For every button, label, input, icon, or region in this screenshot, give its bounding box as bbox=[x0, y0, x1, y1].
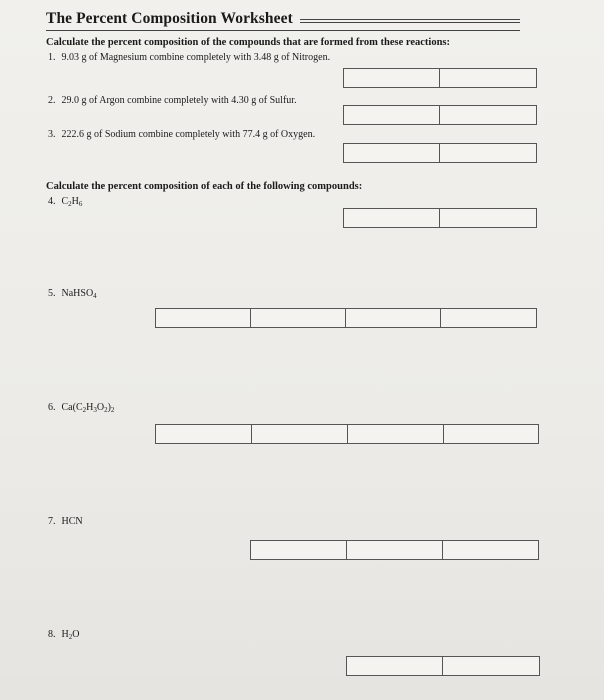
answer-box[interactable] bbox=[346, 309, 441, 327]
answer-box[interactable] bbox=[347, 657, 443, 675]
answer-row-1 bbox=[343, 68, 537, 88]
answer-box[interactable] bbox=[344, 144, 440, 162]
title-underline bbox=[46, 30, 520, 31]
answer-box[interactable] bbox=[156, 309, 251, 327]
answer-box[interactable] bbox=[344, 69, 440, 87]
section1-heading: Calculate the percent composition of the compounds that are formed from these reactions: bbox=[46, 37, 450, 48]
answer-row-6 bbox=[155, 424, 539, 444]
answer-box[interactable] bbox=[252, 425, 348, 443]
answer-box[interactable] bbox=[348, 425, 444, 443]
answer-box[interactable] bbox=[443, 657, 539, 675]
section2-heading: Calculate the percent composition of each of the following compounds: bbox=[46, 181, 363, 192]
question-formula: $Ca(C_2H_3O_2)_2$ bbox=[61, 402, 115, 414]
question-number: 6. bbox=[48, 402, 56, 413]
question-number: 4. bbox=[48, 196, 56, 207]
question-number: 8. bbox=[48, 629, 56, 640]
answer-box[interactable] bbox=[440, 209, 536, 227]
question-4 bbox=[48, 196, 82, 208]
question-5 bbox=[48, 288, 97, 300]
question-formula: HCN bbox=[61, 516, 83, 527]
answer-box[interactable] bbox=[344, 209, 440, 227]
question-formula: NaHSO$_4$ bbox=[61, 288, 97, 300]
answer-box[interactable] bbox=[347, 541, 443, 559]
answer-row-2 bbox=[343, 105, 537, 125]
question-1 bbox=[48, 52, 330, 63]
answer-row-8 bbox=[346, 656, 540, 676]
answer-box[interactable] bbox=[251, 309, 346, 327]
answer-box[interactable] bbox=[440, 144, 536, 162]
question-number: 7. bbox=[48, 516, 56, 527]
question-2 bbox=[48, 95, 297, 106]
question-number: 2. bbox=[48, 95, 56, 106]
question-text: 9.03 g of Magnesium combine completely with 3.48 g of Nitrogen. bbox=[61, 52, 331, 63]
answer-box[interactable] bbox=[251, 541, 347, 559]
title-rule bbox=[300, 19, 520, 23]
question-3 bbox=[48, 129, 315, 140]
question-formula: $C_2H_6$ bbox=[61, 196, 83, 208]
answer-row-7 bbox=[250, 540, 539, 560]
question-formula: $H_2O$ bbox=[61, 629, 80, 641]
answer-box[interactable] bbox=[156, 425, 252, 443]
answer-box[interactable] bbox=[441, 309, 536, 327]
question-number: 5. bbox=[48, 288, 56, 299]
answer-box[interactable] bbox=[440, 69, 536, 87]
answer-box[interactable] bbox=[344, 106, 440, 124]
question-7 bbox=[48, 516, 83, 527]
answer-row-4 bbox=[343, 208, 537, 228]
question-8 bbox=[48, 629, 79, 641]
answer-box[interactable] bbox=[440, 106, 536, 124]
answer-row-5 bbox=[155, 308, 537, 328]
question-number: 3. bbox=[48, 129, 56, 140]
answer-box[interactable] bbox=[444, 425, 538, 443]
question-text: 29.0 g of Argon combine completely with 4.30 g of Sulfur. bbox=[61, 95, 297, 106]
answer-box[interactable] bbox=[443, 541, 538, 559]
answer-row-3 bbox=[343, 143, 537, 163]
question-number: 1. bbox=[48, 52, 56, 63]
question-text: 222.6 g of Sodium combine completely with 77.4 g of Oxygen. bbox=[61, 129, 316, 140]
question-6 bbox=[48, 402, 114, 414]
page-title: The Percent Composition Worksheet bbox=[46, 10, 293, 27]
